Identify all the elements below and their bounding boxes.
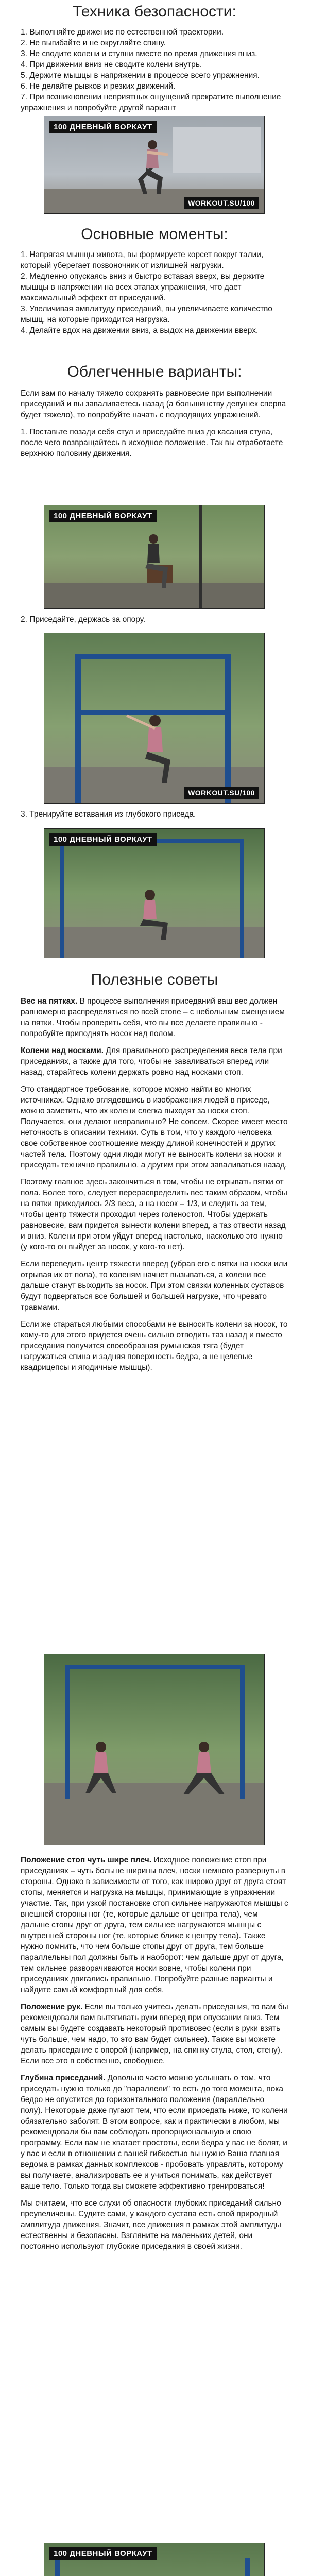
tip-heading: Колени над носками. xyxy=(21,1046,104,1055)
safety-item: 1. Выполняйте движение по естественной траектории. xyxy=(21,28,224,37)
moments-title: Основные моменты: xyxy=(81,226,228,243)
exercise-photo-5 xyxy=(44,1654,265,1845)
exercise-photo-6 xyxy=(44,2543,265,2576)
tip-paragraph: Это стандартное требование, которое можно найти во многих источниках. Однако вглядевшись в изображения людей в приседе, можно заметить, что их колени слегка выходят за носки стоп. Получается, они делают неправильно? Не совсем. Скорее имеет место неточность в описании техники. Суть в том, что у каждого человека свое собственное соотношение между длиной конечностей и других частей тела. Поэтому одни люди могут не выносить колени за носки и приседать технично правильно, а другим при этом заваливаться назад. xyxy=(21,1085,288,1170)
easier-title: Облегченные варианты: xyxy=(67,363,242,380)
moments-item: 4. Делайте вдох на движении вниз, а выдох на движении вверх. xyxy=(21,326,259,335)
tip-heading: Положение стоп чуть шире плеч. xyxy=(21,1856,152,1865)
tip-paragraph xyxy=(21,2002,288,2066)
easier-step-2: 2. Приседайте, держась за опору. xyxy=(21,615,146,624)
easier-step3-block xyxy=(21,809,288,826)
exercise-photo-2 xyxy=(44,505,265,609)
moments-item: 3. Увеличивая амплитуду приседаний, вы увеличиваете количество мышц, на которые приходится нагрузка. xyxy=(21,304,272,324)
tip-heading: Глубина приседаний. xyxy=(21,2074,106,2082)
safety-item: 5. Держите мышцы в напряжении в процессе всего упражнения. xyxy=(21,71,260,80)
photo-illustration xyxy=(44,633,264,803)
tip-heading: Положение рук. xyxy=(21,2003,83,2011)
easier-step2-block xyxy=(21,614,288,631)
safety-item: 7. При возникновении неприятных ощущений прекратите выполнение упражнения и попробуйте другой вариант xyxy=(21,93,281,112)
safety-item: 6. Не делайте рывков и резких движений. xyxy=(21,82,176,91)
workout-badge-top: 100 ДНЕВНЫЙ ВОРКАУТ xyxy=(49,2547,157,2560)
tips-title: Полезные советы xyxy=(91,971,218,988)
tip-paragraph xyxy=(21,2073,288,2192)
tip-text: В процессе выполнения приседаний ваш вес должен равномерно распределяться по всей стопе – с небольшим смещением на пятки. Чтобы проверить себя, что вы все делаете правильно - попробуйте приподнять носок над полом. xyxy=(21,997,285,1038)
tip-text: Если вы только учитесь делать приседания, то вам бы рекомендовали вам вытягивать руки вперед при опускании вниз. Тем самым вы будете создавать некоторый противовес (если в руки взять чуть больше, чем надо, то это вам будет сильнее). Также вы можете делать приседание с опорой (например, на спинку стула, стол, стену). Если все это в собственно, свободнее. xyxy=(21,2003,288,2065)
photo-illustration xyxy=(44,829,264,958)
moments-item: 2. Медленно опускаясь вниз и быстро вставая вверх, вы держите мышцы в напряжении на всех этапах упражнения, что дает максимальный эффект от приседаний. xyxy=(21,272,265,302)
exercise-photo-1 xyxy=(44,116,265,214)
workout-badge-top: 100 ДНЕВНЫЙ ВОРКАУТ xyxy=(49,510,157,522)
workout-badge-bottom: WORKOUT.SU/100 xyxy=(184,787,259,799)
tip-paragraph: Если переведить центр тяжести вперед (убрав его с пятки на носки или отрывая их от пола), то коленям начнет вызываться, а колени все дальше станут выходить за носок. При этом связки коленных суставов будут подвергаться все большей и большей нагрузке, что чревато травмами. xyxy=(21,1260,288,1312)
safety-section xyxy=(21,3,288,113)
tip-paragraph xyxy=(21,1855,288,1995)
tip-paragraph xyxy=(21,996,288,1039)
safety-item: 2. Не выгибайте и не округляйте спину. xyxy=(21,39,166,47)
safety-title: Техника безопасности: xyxy=(73,3,236,20)
moments-list xyxy=(21,249,288,336)
tips-section xyxy=(21,971,288,1379)
tips-section-2 xyxy=(21,1855,288,2258)
workout-badge-top: 100 ДНЕВНЫЙ ВОРКАУТ xyxy=(49,833,157,846)
tips-paragraphs xyxy=(21,996,288,1373)
workout-badge-bottom: WORKOUT.SU/100 xyxy=(184,197,259,209)
tip-paragraph: Мы считаем, что все слухи об опасности глубоких приседаний сильно преувеличены. Судите сами, у каждого сустава есть свой природный амплитуда движения. Значит, все движения в рамках этой амплитуды естественны и безопасны. Взгляните на маленьких детей, они постоянно используют глубокие приседания в своей жизни. xyxy=(21,2199,281,2251)
tip-paragraph: Если же стараться любыми способами не выносить колени за носок, то кому-то для этого придется очень сильно отводить таз назад и вместо приседания получится своеобразная румынская тяга (будет нагружаться спина и задняя поверхность бедра, а не целевые квадрицепсы и ягодичные мышцы). xyxy=(21,1320,288,1372)
moments-item: 1. Напрягая мышцы живота, вы формируете корсет вокруг талии, который уберегает позвоночник от излишней нагрузки. xyxy=(21,250,264,270)
tip-text: Исходное положение стоп при приседаниях – чуть больше ширины плеч, носки немного развернуты в стороны. Однако в зависимости от того, как широко друг от друга стоят стопы, меняется и нагрузка на мышцы, принимающие в упражнении участие. Так, при узкой постановке стоп сильнее нагружаются мышцы с внешней стороны ног (те, которые дальше от центра тела), чем дальше стопы друг от друга, тем сильнее нагружаются мышцы с внутренней стороны ног (те, которые ближе к центру тела). Также нужно помнить, что чем больше стопы друг от друга, тем больше параллельны пол должны быть и наоборот: чем дальше друг от друга, тем сильнее разворачиваются носки вовне, чтобы колени при приседаниях двигались правильно. Попробуйте разные варианты и найдите самый комфортный для себя. xyxy=(21,1856,288,1994)
safety-item: 4. При движении вниз не сводите колени внутрь. xyxy=(21,60,202,69)
tip-paragraph xyxy=(21,1045,288,1078)
easier-section xyxy=(21,363,288,465)
photo-illustration xyxy=(44,1654,264,1845)
easier-intro: Если вам по началу тяжело сохранять равновесие при выполнении приседаний и вы заваливаетесь назад (а большинству девушек сперва будет тяжело), то попробуйте начать с подводящих упражнений. xyxy=(21,389,286,419)
tip-text: Довольно часто можно услышать о том, что приседать нужно только до "параллели" то есть до того момента, пока бедро не опустится до горизонтального положения (параллельно полу). Некоторые даже пугают тем, что если приседать ниже, то колени обязательно заболят. В этом вопросе, как и практически в любом, мы рекомендовали бы вам соблюдать пропорциональную и свою программу. Если вам не хватает простоты, если бедра у вас не болят, и у вас и если в отношении с вашей гибкостью вы нужно Ваша главная ведома в рамках данных комплексов - пробовать управлять, которому вы получаете, анализировать ее и учиться понимать, как действует ваше тело. Только тогда вы сможете эффективно тренироваться! xyxy=(21,2074,288,2191)
tip-paragraph: Поэтому главное здесь закончиться в том, чтобы не отрывать пятки от пола. Более того, следует перераспределить вес таким образом, чтобы на пятки приходилось 2/3 веса, а на носок – 1/3, и следить за тем, чтобы центр тяжести проходил через голеностоп. Чтобы удержать равновесие, вам придется вынести колени вперед, а таз отвести назад и вниз. Колени при этом уйдут вперед настолько, насколько это нужно (у кого-то он выйдет за носок, у кого-то нет). xyxy=(21,1178,287,1251)
tip-heading: Вес на пятках. xyxy=(21,997,78,1006)
easier-step-3: 3. Тренируйте вставания из глубокого приседа. xyxy=(21,810,196,819)
tip-text: Для правильного распределения веса тела при приседаниях, а также для того, чтобы не заваливаться вперед или назад, старайтесь колени держать ровно над носками стоп. xyxy=(21,1046,282,1077)
exercise-photo-4 xyxy=(44,828,265,958)
exercise-photo-3 xyxy=(44,633,265,804)
moments-section xyxy=(21,226,288,336)
workout-badge-top: 100 ДНЕВНЫЙ ВОРКАУТ xyxy=(49,121,157,133)
safety-item: 3. Не сводите колени и ступни вместе во время движения вниз. xyxy=(21,49,258,58)
safety-list xyxy=(21,27,288,113)
easier-step-1: 1. Поставьте позади себя стул и приседайте вниз до касания стула, после чего возвращайтесь в исходное положение. Так вы отработаете верхнюю половину движения. xyxy=(21,428,283,458)
